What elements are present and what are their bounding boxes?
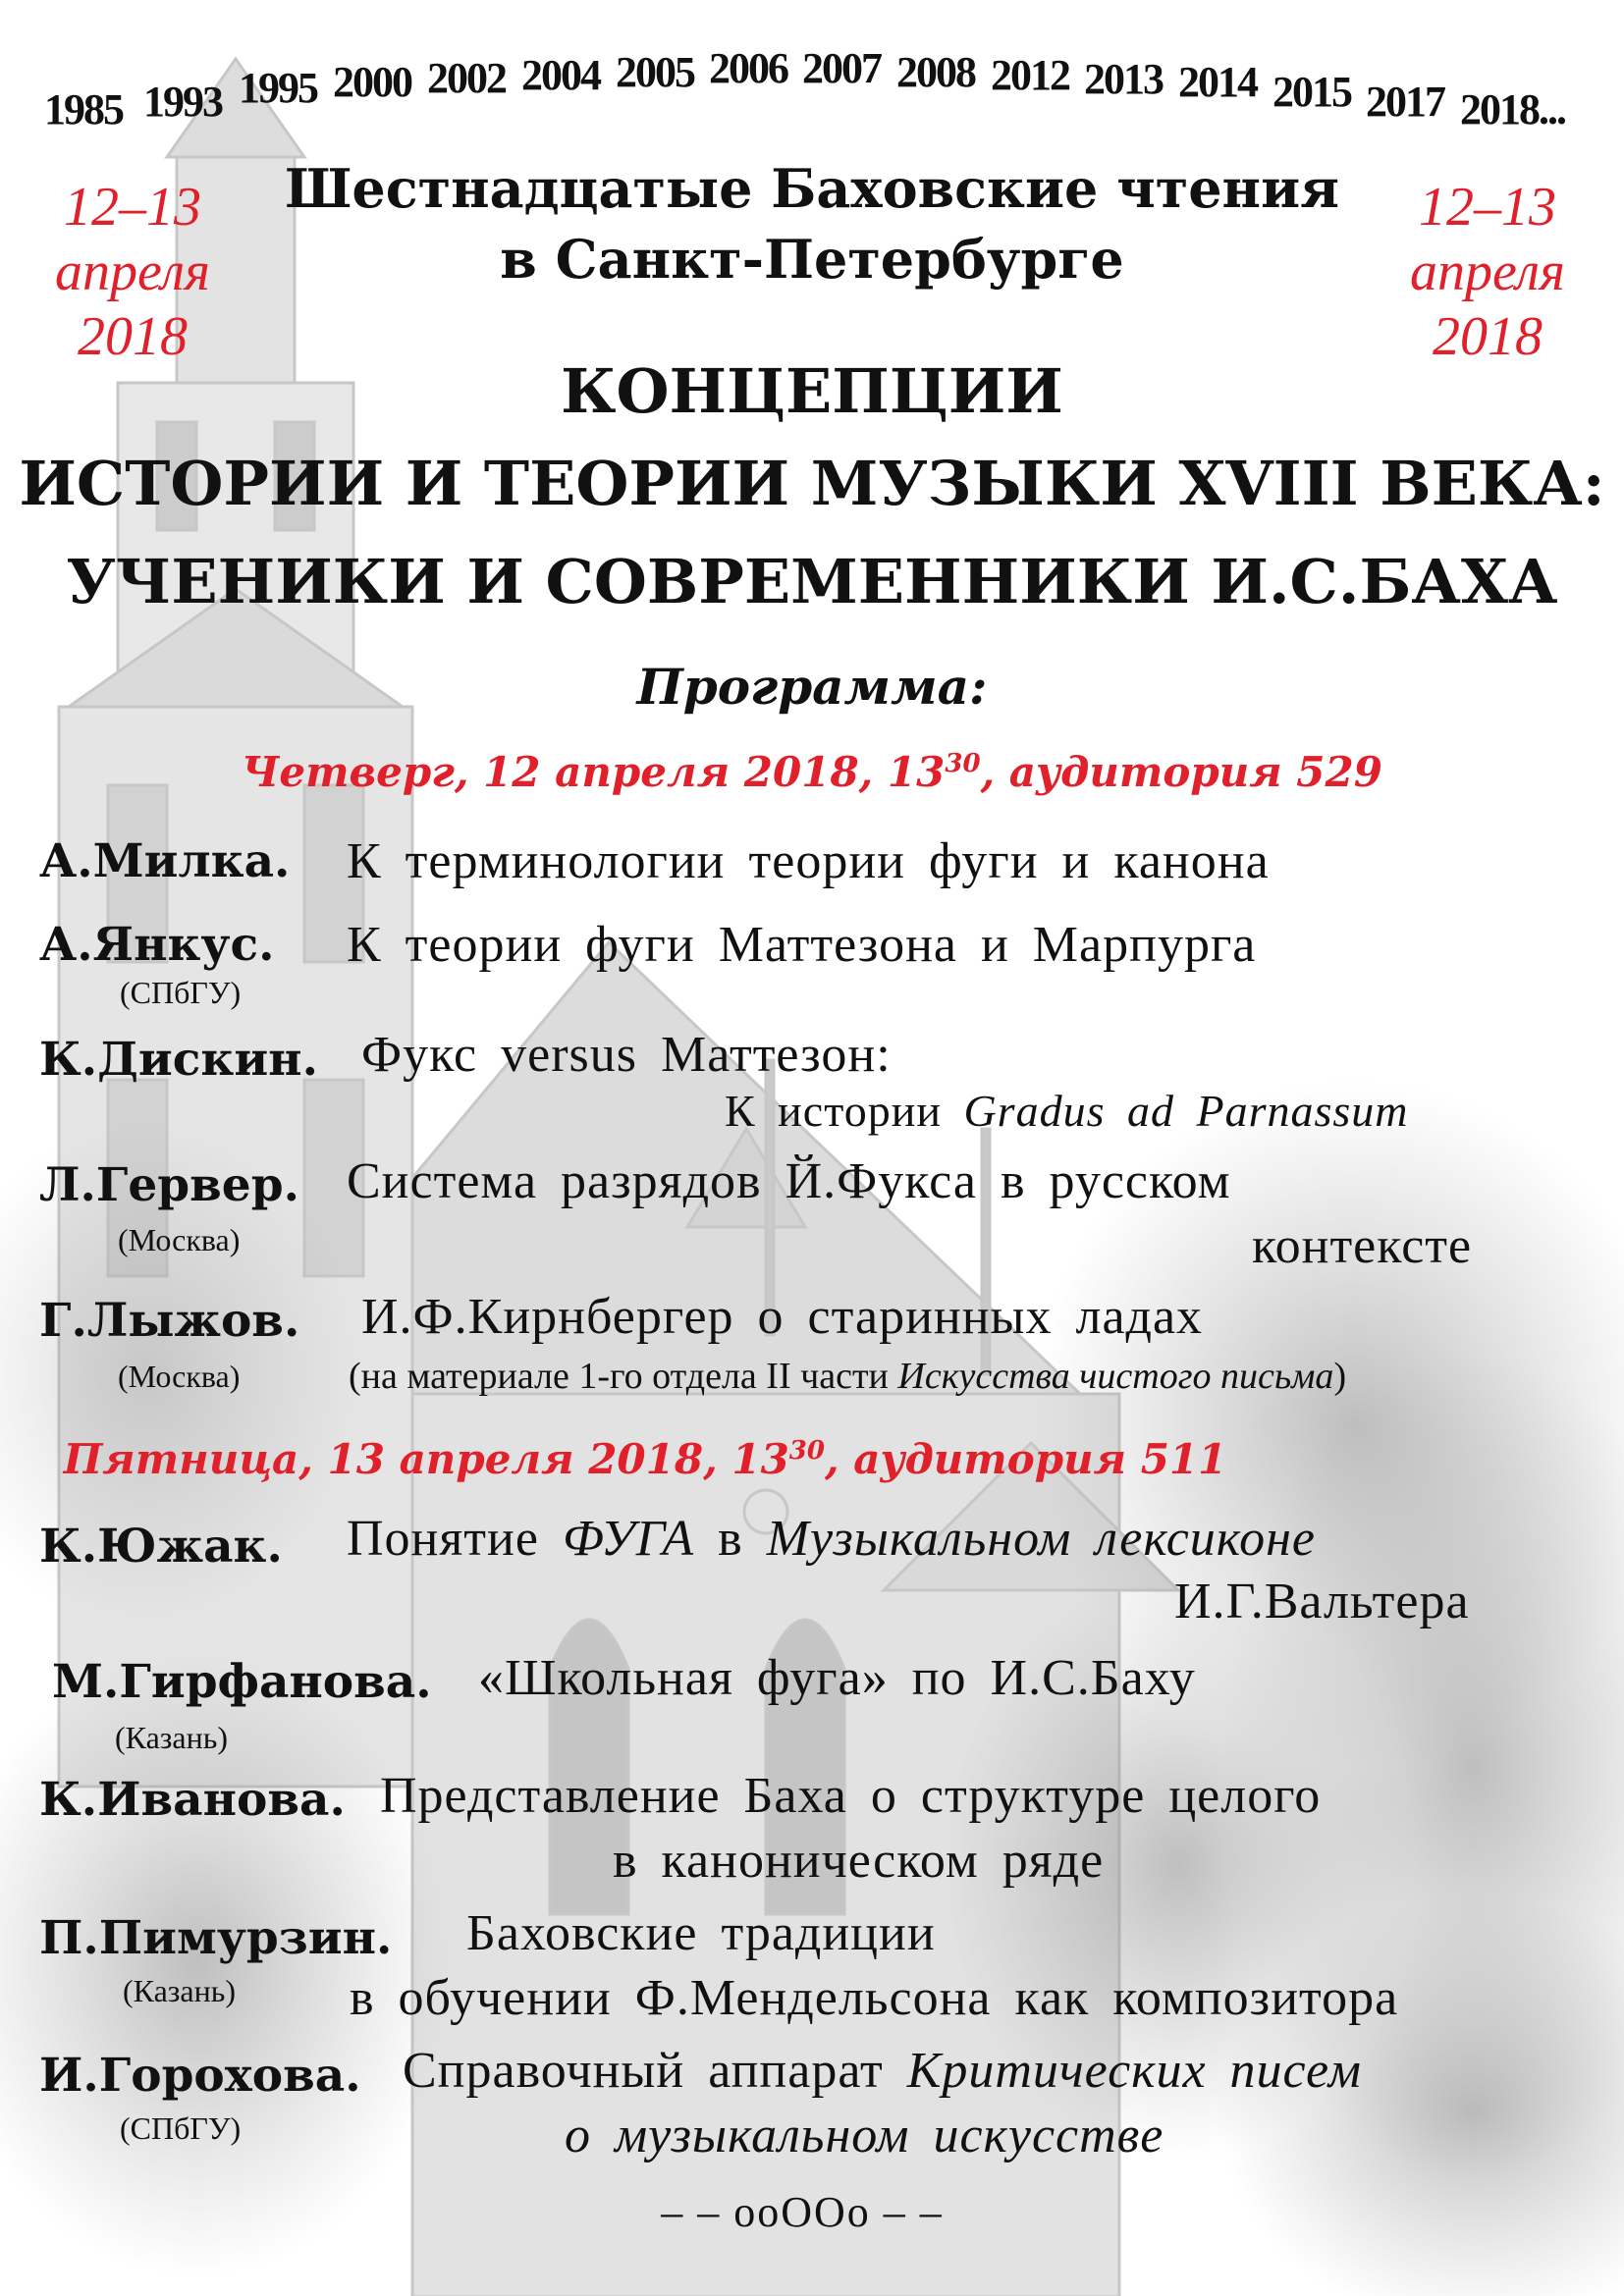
- program-label: Программа:: [636, 658, 988, 716]
- talk-yuzhak-prefix: Понятие: [347, 1511, 563, 1567]
- speaker-gerver: Л.Гервер.: [39, 1158, 299, 1212]
- talk-title-ivanova-line-1: Представление Баха о структуре целого: [380, 1768, 1322, 1824]
- day-2-room: , аудитория 511: [824, 1435, 1227, 1483]
- speaker-pimurzin: П.Пимурзин.: [39, 1911, 393, 1965]
- talk-title-gorokhova-line-2: о музыкальном искусстве: [565, 2108, 1164, 2163]
- talk-title-gerver-line-2: контексте: [1252, 1218, 1473, 1274]
- date-left: [34, 175, 231, 369]
- talk-title-girfanova: «Школьная фуга» по И.С.Баху: [478, 1650, 1196, 1706]
- day-2-minutes: 30: [788, 1436, 825, 1466]
- speaker-milka: А.Милка.: [39, 834, 291, 888]
- year-2006: 2006: [709, 44, 787, 92]
- year-1985: 1985: [44, 85, 123, 133]
- talk-title-yankus: К теории фуги Маттезона и Марпурга: [347, 917, 1257, 973]
- talk-title-yuzhak-line-1: [347, 1510, 1316, 1568]
- talk-title-yuzhak-line-2: И.Г.Вальтера: [1174, 1574, 1470, 1629]
- year-2004: 2004: [521, 51, 600, 99]
- year-2000: 2000: [333, 58, 411, 106]
- year-2018: 2018...: [1460, 85, 1565, 133]
- year-2013: 2013: [1084, 55, 1163, 103]
- talk-yuzhak-in: в: [694, 1511, 767, 1567]
- day-1-date: Четверг, 12 апреля 2018, 13: [242, 748, 946, 796]
- year-1993: 1993: [143, 78, 222, 126]
- date-right-month: апреля: [1410, 241, 1565, 302]
- talk-yuzhak-lexicon: Музыкальном лексиконе: [766, 1511, 1317, 1567]
- talk-title-diskin-line-1: Фукс versus Маттезон:: [361, 1027, 892, 1083]
- speaker-diskin: К.Дискин.: [39, 1033, 318, 1087]
- day-1-minutes: 30: [945, 749, 981, 778]
- talk-title-lyzhov-line-1: И.Ф.Кирнбергер о старинных ладах: [361, 1289, 1204, 1345]
- talk-title-pimurzin-line-1: Баховские традиции: [466, 1905, 936, 1961]
- year-2015: 2015: [1272, 68, 1351, 116]
- talk-lyzhov-close: ): [1333, 1356, 1347, 1397]
- talk-lyzhov-note: (на материале 1-го отдела II части: [349, 1356, 898, 1397]
- speaker-gorokhova-affiliation: (СПбГУ): [120, 2110, 242, 2146]
- talk-gorokhova-prefix: Справочный аппарат: [403, 2043, 907, 2099]
- talk-yuzhak-fuga: ФУГА: [562, 1511, 695, 1567]
- speaker-lyzhov-affiliation: (Москва): [118, 1359, 241, 1394]
- year-2007: 2007: [802, 44, 881, 92]
- date-left-year: 2018: [78, 306, 188, 367]
- main-title-line-2: ИСТОРИИ И ТЕОРИИ МУЗЫКИ XVIII ВЕКА:: [19, 448, 1605, 519]
- year-2002: 2002: [427, 54, 506, 102]
- speaker-yankus: А.Янкус.: [39, 918, 275, 972]
- day-1-heading: [0, 748, 1624, 796]
- year-2014: 2014: [1178, 58, 1257, 106]
- talk-lyzhov-book: Искусства чистого письма: [897, 1356, 1334, 1397]
- talk-title-ivanova-line-2: в каноническом ряде: [613, 1833, 1105, 1889]
- talk-diskin-gradus: Gradus ad Parnassum: [963, 1086, 1409, 1136]
- year-2012: 2012: [991, 51, 1069, 99]
- date-left-days: 12–13: [64, 177, 201, 238]
- day-2-date: Пятница, 13 апреля 2018, 13: [63, 1435, 789, 1483]
- speaker-girfanova: М.Гирфанова.: [52, 1655, 432, 1709]
- event-title-line-1: Шестнадцатые Баховские чтения: [284, 157, 1340, 220]
- day-2-heading: [0, 1435, 1457, 1483]
- speaker-girfanova-affiliation: (Казань): [115, 1720, 228, 1755]
- talk-title-pimurzin-line-2: в обучении Ф.Мендельсона как композитора: [350, 1970, 1399, 2026]
- year-2008: 2008: [896, 48, 975, 96]
- talk-gorokhova-letters: Критических писем: [906, 2043, 1362, 2099]
- closing-ornament: – – ooOOo – –: [661, 2188, 944, 2236]
- speaker-gorokhova: И.Горохова.: [39, 2049, 361, 2103]
- date-right: [1389, 175, 1586, 369]
- talk-title-diskin-line-2: [725, 1085, 1409, 1137]
- main-title-line-3: УЧЕНИКИ И СОВРЕМЕННИКИ И.С.БАХА: [66, 546, 1558, 617]
- date-right-year: 2018: [1433, 306, 1543, 367]
- main-title-line-1: КОНЦЕПЦИИ: [561, 355, 1063, 427]
- date-right-days: 12–13: [1419, 177, 1556, 238]
- speaker-lyzhov: Г.Лыжов.: [39, 1294, 300, 1348]
- year-1995: 1995: [239, 64, 317, 112]
- talk-diskin-prefix: К истории: [725, 1086, 964, 1136]
- event-title-line-2: в Санкт-Петербурге: [500, 228, 1124, 291]
- talk-title-gerver-line-1: Система разрядов Й.Фукса в русском: [347, 1153, 1231, 1209]
- speaker-ivanova: К.Иванова.: [39, 1773, 346, 1827]
- year-2005: 2005: [616, 48, 694, 96]
- day-1-room: , аудитория 529: [980, 748, 1382, 796]
- talk-title-milka: К терминологии теории фуги и канона: [347, 833, 1270, 889]
- speaker-yuzhak: К.Южак.: [39, 1520, 283, 1574]
- talk-title-lyzhov-line-2: [349, 1355, 1346, 1398]
- speaker-pimurzin-affiliation: (Казань): [123, 1973, 236, 2008]
- speaker-yankus-affiliation: (СПбГУ): [120, 975, 242, 1010]
- speaker-gerver-affiliation: (Москва): [118, 1222, 241, 1257]
- date-left-month: апреля: [55, 241, 210, 302]
- talk-title-gorokhova-line-1: [403, 2042, 1362, 2100]
- year-2017: 2017: [1366, 78, 1444, 126]
